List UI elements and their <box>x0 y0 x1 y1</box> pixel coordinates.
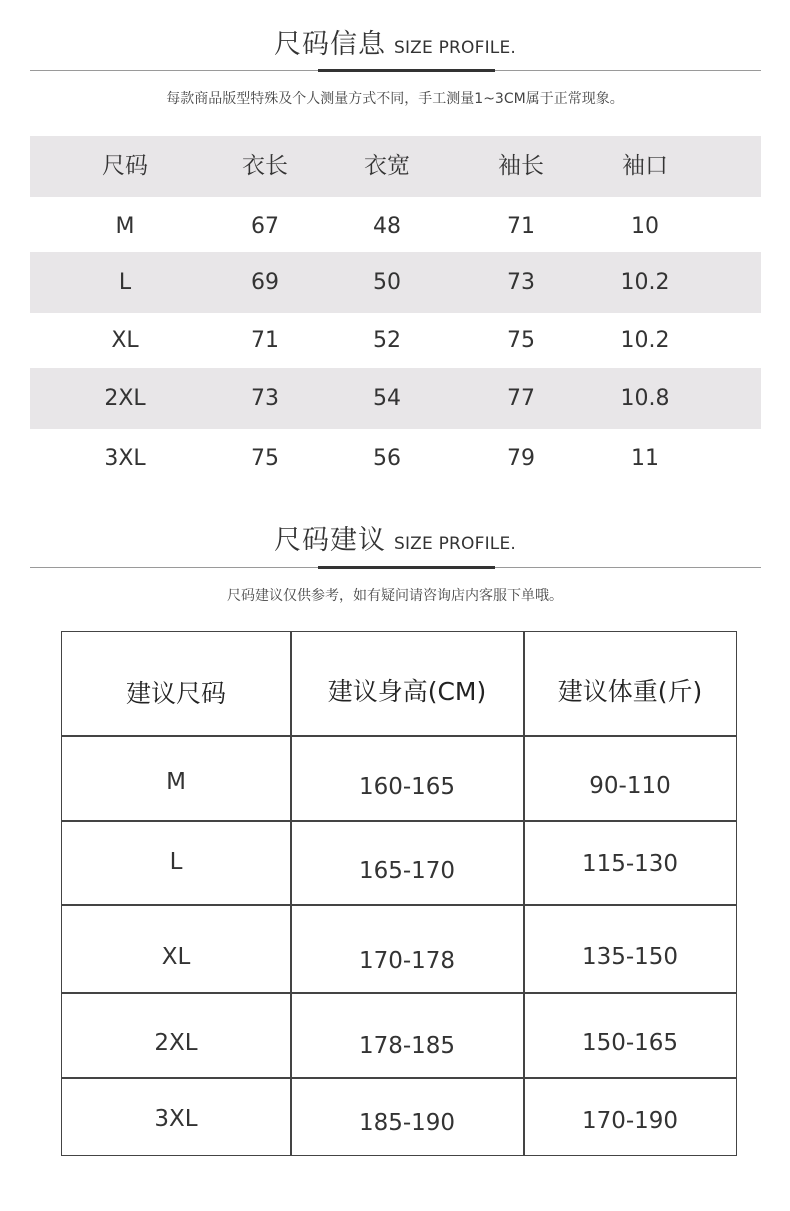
size-cell: 71 <box>507 214 535 239</box>
size-cell: 77 <box>507 386 535 411</box>
advice-cell: 170-190 <box>581 1108 679 1134</box>
size-info-title-cn: 尺码信息 <box>273 29 386 60</box>
advice-header-cell: 建议尺码 <box>125 679 226 708</box>
size-cell: 10.2 <box>620 328 670 353</box>
table-row <box>30 310 761 371</box>
size-cell: M <box>115 214 135 239</box>
size-advice-title-en: SIZE PROFILE. <box>393 534 517 554</box>
size-cell: 11 <box>631 446 659 471</box>
advice-cell: 3XL <box>154 1106 198 1132</box>
size-table-header <box>30 136 761 197</box>
advice-cell: 170-178 <box>358 948 456 974</box>
size-header-cell: 衣宽 <box>364 153 410 179</box>
size-info-divider-accent <box>318 69 495 72</box>
size-cell: 10 <box>631 214 659 239</box>
size-info-note: 每款商品版型特殊及个人测量方式不同，手工测量1~3CM属于正常现象。 <box>166 91 624 107</box>
advice-cell: 185-190 <box>358 1110 456 1136</box>
size-cell: 75 <box>251 446 279 471</box>
size-cell: 48 <box>373 214 401 239</box>
advice-header-cell: 建议身高(CM) <box>327 677 487 706</box>
size-cell: 10.2 <box>620 270 670 295</box>
size-cell: 71 <box>251 328 279 353</box>
advice-cell: 115-130 <box>581 851 679 877</box>
size-advice-divider-accent <box>318 566 495 569</box>
size-cell: 56 <box>373 446 401 471</box>
advice-cell: 160-165 <box>358 774 456 800</box>
size-info-title <box>0 22 790 61</box>
table-row <box>30 252 761 313</box>
advice-cell: 135-150 <box>581 944 679 970</box>
size-cell: 73 <box>507 270 535 295</box>
size-cell: 2XL <box>104 386 146 411</box>
size-info-title-en: SIZE PROFILE. <box>393 38 517 58</box>
size-cell: 79 <box>507 446 535 471</box>
size-cell: 50 <box>373 270 401 295</box>
advice-cell: 178-185 <box>358 1033 456 1059</box>
size-cell: 75 <box>507 328 535 353</box>
size-cell: 54 <box>373 386 401 411</box>
size-cell: 67 <box>251 214 279 239</box>
size-cell: 73 <box>251 386 279 411</box>
size-cell: 52 <box>373 328 401 353</box>
advice-cell: 2XL <box>154 1030 198 1056</box>
size-header-cell: 尺码 <box>102 153 148 179</box>
size-cell: 3XL <box>104 446 146 471</box>
advice-cell: 165-170 <box>358 858 456 884</box>
table-row <box>30 428 761 489</box>
table-row <box>30 196 761 257</box>
advice-header-cell: 建议体重(斤) <box>557 677 703 706</box>
size-cell: 10.8 <box>620 386 670 411</box>
size-header-cell: 衣长 <box>242 153 288 179</box>
size-cell: XL <box>111 328 139 353</box>
advice-cell: 150-165 <box>581 1030 679 1056</box>
advice-cell: L <box>169 849 183 875</box>
size-header-cell: 袖长 <box>498 153 544 179</box>
size-advice-title-cn: 尺码建议 <box>273 525 386 556</box>
advice-cell: 90-110 <box>589 773 671 799</box>
size-advice-table <box>61 631 737 1156</box>
size-header-cell: 袖口 <box>622 153 668 179</box>
advice-cell: XL <box>161 944 191 970</box>
table-row <box>30 368 761 429</box>
advice-cell: M <box>166 769 186 795</box>
size-advice-note: 尺码建议仅供参考，如有疑问请咨询店内客服下单哦。 <box>227 588 563 604</box>
size-cell: L <box>118 270 132 295</box>
size-cell: 69 <box>251 270 279 295</box>
size-advice-title <box>0 518 790 557</box>
